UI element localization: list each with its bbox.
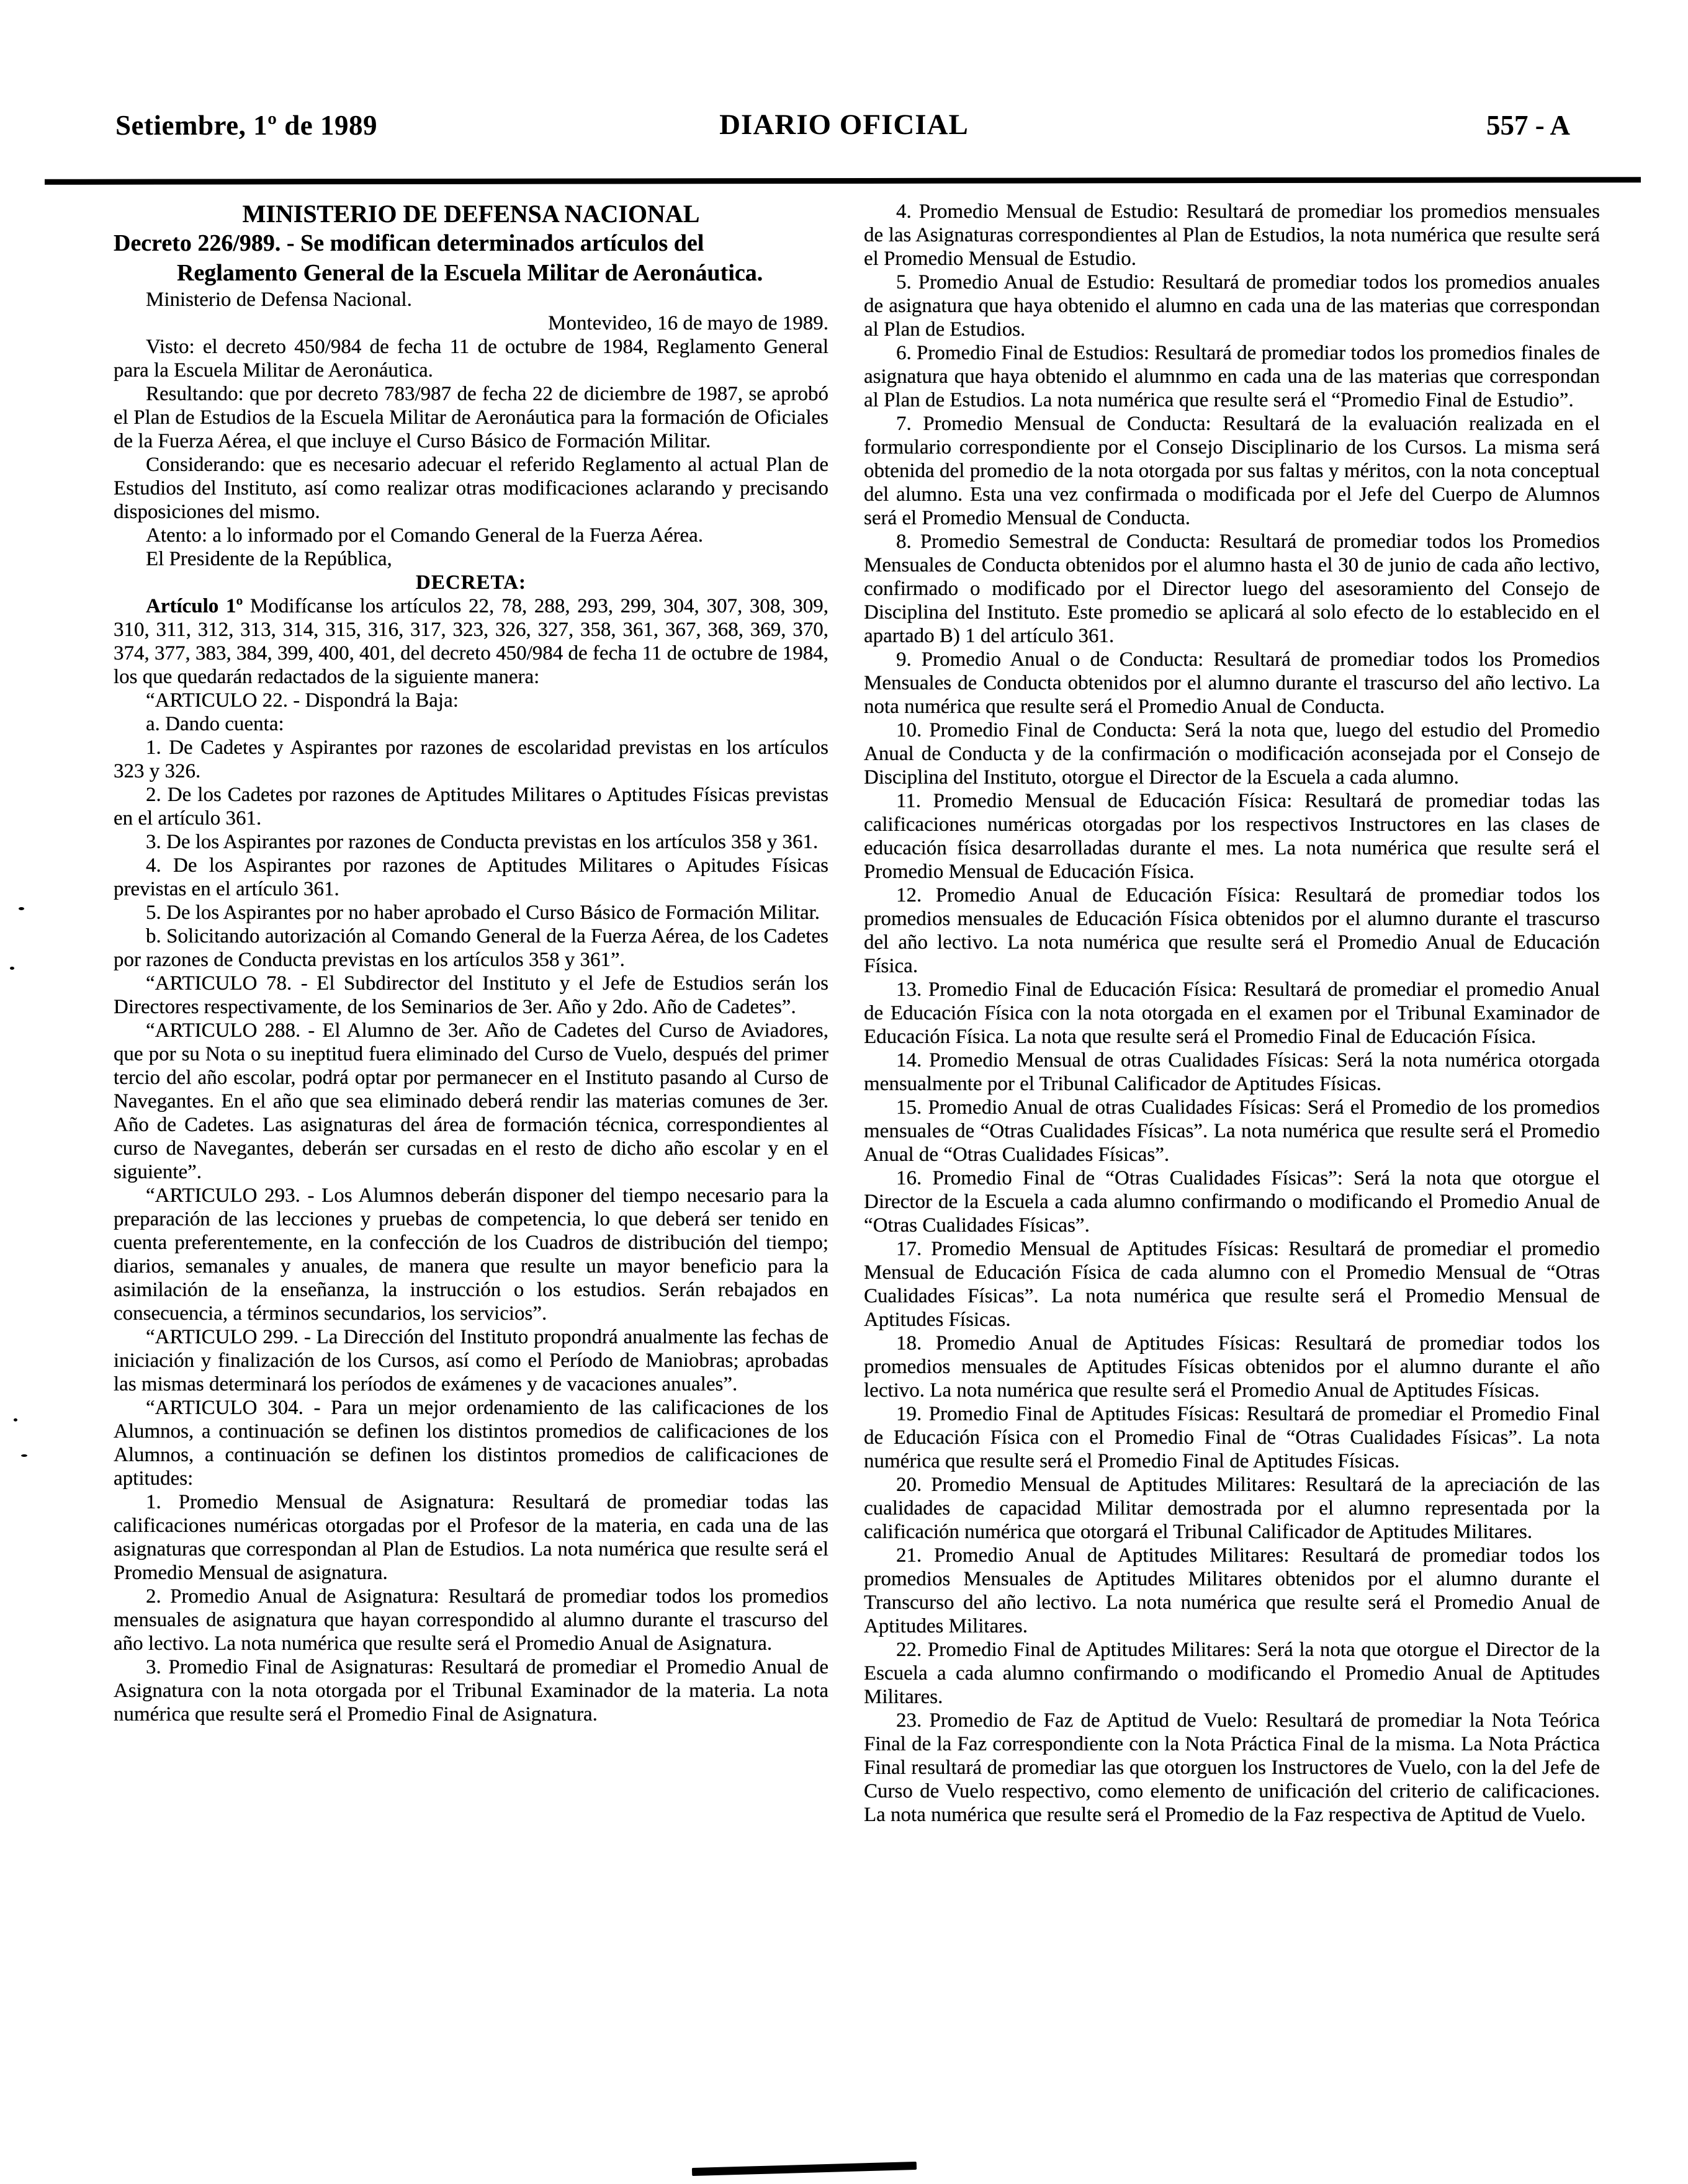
paragraph: 8. Promedio Semestral de Conducta: Resultará de promediar todos los Promedios Mensuales de Conducta obtenidos por el alumno hasta el 30 de junio de cada año lectivo, confirmado o modificado por el Director luego del asesoramiento del Consejo de Disciplina del Instituto. Este promedio se aplicará al solo efecto de lo establecido en el apartado B) 1 del artículo 361. — [864, 530, 1600, 647]
scan-speck — [14, 1418, 17, 1421]
articulo-1-text: Modifícanse los artículos 22, 78, 288, 293, 299, 304, 307, 308, 309, 310, 311, 312, 313, 314, 315, 316, 317, 323, 326, 327, 358, 361, 367, 368, 369, 370, 374, 377, 383, 384, 399, 400, 401, del decreto 450/984 de fecha 11 de octubre de 1984, los que quedarán redactados de la siguiente manera: — [114, 595, 829, 688]
paragraph: 4. De los Aspirantes por razones de Aptitudes Militares o Apitudes Físicas previstas en el artículo 361. — [114, 854, 828, 900]
paragraph: b. Solicitando autorización al Comando General de la Fuerza Aérea, de los Cadetes por razones de Conducta previstas en los artículos 358 y 361”. — [114, 925, 828, 971]
paragraph: “ARTICULO 304. - Para un mejor ordenamiento de las calificaciones de los Alumnos, a continuación se definen los distintos promedios de calificaciones de los Alumnos, a continuación se definen los distintos promedios de calificaciones de aptitudes: — [114, 1397, 828, 1490]
paragraph: 12. Promedio Anual de Educación Física: Resultará de promediar todos los promedios mensuales de Educación Física obtenidos por el alumno durante el trascurso del año lectivo. La nota numérica que resulte será el Promedio Anual de Educación Física. — [864, 884, 1600, 977]
scan-speck — [10, 967, 14, 970]
paragraph: 23. Promedio de Faz de Aptitud de Vuelo: Resultará de promediar la Nota Teórica Final de la Faz correspondiente con la Nota Práctica Final de la misma. La Nota Práctica Final resultará de promediar las que otorguen los Instructores de Vuelo, con la del Jefe de Curso de Vuelo respectivo, como elemento de unificación del criterio de calificaciones. La nota numérica que resulte será el Promedio de la Faz respectiva de Aptitud de Vuelo. — [864, 1709, 1600, 1826]
issuer-line: Ministerio de Defensa Nacional. — [146, 289, 412, 311]
paragraph: 21. Promedio Anual de Aptitudes Militares: Resultará de promediar todos los promedios Mensuales de Aptitudes Militares obtenidos por el alumno durante el Transcurso del año lectivo. La nota numérica que resulte será el Promedio Anual de Aptitudes Militares. — [864, 1544, 1600, 1637]
paragraph: 16. Promedio Final de “Otras Cualidades Físicas”: Será la nota que otorgue el Director de la Escuela a cada alumno confirmando o modificando el Promedio Anual de “Otras Cualidades Físicas”. — [864, 1167, 1600, 1237]
decree-title: Decreto 226/989. - Se modifican determinados artículos del Reglamento General de la Escuela Militar de Aeronáutica. — [114, 230, 763, 286]
paragraph: 9. Promedio Anual o de Conducta: Resultará de promediar todos los Promedios Mensuales de Conducta obtenidos por el alumno durante el trascurso del año lectivo. La nota numérica que resulte será el Promedio Anual de Conducta. — [864, 648, 1600, 718]
paragraph: 18. Promedio Anual de Aptitudes Físicas: Resultará de promediar todos los promedios mensuales de Aptitudes Físicas obtenidos por el alumno durante el año lectivo. La nota numérica que resulte será el Promedio Anual de Aptitudes Físicas. — [864, 1332, 1600, 1402]
decreta-heading: DECRETA: — [416, 571, 526, 594]
paragraph: 5. De los Aspirantes por no haber aprobado el Curso Básico de Formación Militar. — [146, 902, 820, 924]
paragraph: 19. Promedio Final de Aptitudes Físicas: Resultará de promediar el Promedio Final de Educación Física con el Promedio Final de “Otras Cualidades Físicas”. La nota numérica que resulte será el Promedio Final de Aptitudes Físicas. — [864, 1403, 1600, 1472]
paragraph: 2. De los Cadetes por razones de Aptitudes Militares o Aptitudes Físicas previstas en el artículo 361. — [114, 784, 828, 830]
paragraph: 7. Promedio Mensual de Conducta: Resultará de la evaluación realizada en el formulario correspondiente por el Consejo Disciplinario de los Cursos. La misma será obtenida del promedio de la nota otorgada por sus faltas y méritos, con la nota conceptual del alumno. Esta una vez confirmada o modificada por el Jefe del Cuerpo de Alumnos será el Promedio Mensual de Conducta. — [864, 413, 1600, 529]
paragraph: “ARTICULO 78. - El Subdirector del Instituto y el Jefe de Estudios serán los Directores respectivamente, de los Seminarios de 3er. Año y 2do. Año de Cadetes”. — [114, 972, 828, 1018]
paragraph: 2. Promedio Anual de Asignatura: Resultará de promediar todos los promedios mensuales de asignatura que hayan correspondido al alumno durante el trascurso del año lectivo. La nota numérica que resulte será el Promedio Anual de Asignatura. — [114, 1585, 828, 1655]
recital-resultando: Resultando: que por decreto 783/987 de fecha 22 de diciembre de 1987, se aprobó el Plan de Estudios de la Escuela Militar de Aeronáutica para la formación de Oficiales de la Fuerza Aérea, el que incluye el Curso Básico de Formación Militar. — [114, 383, 828, 452]
scan-ink-smudge — [692, 2162, 917, 2176]
recital-considerando: Considerando: que es necesario adecuar el referido Reglamento al actual Plan de Estudios del Instituto, así como realizar otras modificaciones aclarando y precisando disposiciones del mismo. — [114, 454, 828, 523]
paragraph: 6. Promedio Final de Estudios: Resultará de promediar todos los promedios finales de asignatura que haya obtenido el alumnmo en cada una de las materias que correspondan al Plan de Estudios. La nota numérica que resulte será el “Promedio Final de Estudio”. — [864, 342, 1600, 411]
paragraph: 4. Promedio Mensual de Estudio: Resultará de promediar los promedios mensuales de las Asignaturas correspondientes al Plan de Estudios, la nota numérica que resulte será el Promedio Mensual de Estudio. — [864, 200, 1600, 270]
recital-visto: Visto: el decreto 450/984 de fecha 11 de octubre de 1984, Reglamento General para la Escuela Militar de Aeronáutica. — [114, 336, 828, 382]
paragraph: 5. Promedio Anual de Estudio: Resultará de promediar todos los promedios anuales de asignatura que haya obtenido el alumno en cada una de las materias que correspondan al Plan de Estudios. — [864, 271, 1600, 341]
masthead-title: DIARIO OFICIAL — [719, 109, 969, 141]
paragraph: “ARTICULO 22. - Dispondrá la Baja: — [146, 689, 459, 712]
scan-speck — [21, 1454, 27, 1457]
paragraph: “ARTICULO 293. - Los Alumnos deberán disponer del tiempo necesario para la preparación de las lecciones y pruebas de competencia, lo que deberá ser tenido en cuenta preferentemente, en la confección de los Cuadros de distribución del tiempo; diarios, semanales y anuales, de manera que resulte un mayor beneficio para la asimilación de la enseñanza, la instrucción o los estudios. Serán rebajados en consecuencia, a términos secundarios, los servicios”. — [114, 1184, 828, 1325]
paragraph: 15. Promedio Anual de otras Cualidades Físicas: Será el Promedio de los promedios mensuales de “Otras Cualidades Físicas”. La nota numérica que resulte será el Promedio Anual de “Otras Cualidades Físicas”. — [864, 1096, 1600, 1166]
paragraph: 1. De Cadetes y Aspirantes por razones de escolaridad previstas en los artículos 323 y 326. — [114, 736, 828, 782]
paragraph: 17. Promedio Mensual de Aptitudes Físicas: Resultará de promediar el promedio Mensual de Educación Física de cada alumno con el Promedio Mensual de “Otras Cualidades Físicas”. La nota numérica que resulte será el Promedio Mensual de Aptitudes Físicas. — [864, 1238, 1600, 1331]
paragraph: “ARTICULO 299. - La Dirección del Instituto propondrá anualmente las fechas de iniciación y finalización de los Cursos, así como el Período de Maniobras; aprobadas las mismas determinará los períodos de exámenes y de vacaciones anuales”. — [114, 1326, 828, 1395]
paragraph: “ARTICULO 288. - El Alumno de 3er. Año de Cadetes del Curso de Aviadores, que por su Nota o su ineptitud fuera eliminado del Curso de Vuelo, después del primer tercio del año escolar, podrá optar por permanecer en el Instituto pasando al Curso de Navegantes. En el año que sea eliminado deberá rendir las materias comunes de 3er. Año de Cadetes. Las asignaturas del área de formación técnica, correspondientes al curso de Navegantes, deberán ser cursadas en el resto de dicho año escolar y en el siguiente”. — [114, 1019, 828, 1183]
issue-date: Setiembre, 1º de 1989 — [115, 110, 377, 141]
left-column — [114, 200, 828, 1726]
paragraph: 11. Promedio Mensual de Educación Física: Resultará de promediar todas las calificaciones numéricas otorgadas por los respectivos Instructores en las clases de educación física desarrolladas durante el mes. La nota numérica que resulte será el Promedio Mensual de Educación Física. — [864, 790, 1600, 883]
paragraph: 13. Promedio Final de Educación Física: Resultará de promediar el promedio Anual de Educación Física con la nota otorgada en el examen por el Tribunal Examinador de Educación Física. La nota que resulte será el Promedio Final de Educación Física. — [864, 978, 1600, 1048]
header-rule — [45, 177, 1641, 185]
paragraph: 1. Promedio Mensual de Asignatura: Resultará de promediar todas las calificaciones numéricas otorgadas por el Profesor de la materia, en cada una de las asignaturas que correspondan al Plan de Estudios. La nota numérica que resulte será el Promedio Mensual de asignatura. — [114, 1491, 828, 1584]
paragraph: 3. Promedio Final de Asignaturas: Resultará de promediar el Promedio Anual de Asignatura con la nota otorgada por el Tribunal Examinador de la materia. La nota numérica que resulte será el Promedio Final de Asignatura. — [114, 1656, 828, 1725]
paragraph: 14. Promedio Mensual de otras Cualidades Físicas: Será la nota numérica otorgada mensualmente por el Tribunal Calificador de Aptitudes Físicas. — [864, 1049, 1600, 1095]
articulo-1-lead: Artículo 1º — [146, 595, 243, 617]
paragraph: a. Dando cuenta: — [146, 713, 284, 735]
ministry-heading: MINISTERIO DE DEFENSA NACIONAL — [242, 200, 700, 228]
articulo-1-paragraph — [114, 594, 828, 689]
page-number: 557 - A — [1486, 110, 1570, 141]
right-column — [864, 200, 1600, 1827]
paragraph: 22. Promedio Final de Aptitudes Militares: Será la nota que otorgue el Director de la Escuela a cada alumno confirmando o modificando el Promedio Anual de Aptitudes Militares. — [864, 1639, 1600, 1708]
recital-atento: Atento: a lo informado por el Comando General de la Fuerza Aérea. — [146, 524, 704, 547]
dateline: Montevideo, 16 de mayo de 1989. — [548, 312, 828, 334]
paragraph: 20. Promedio Mensual de Aptitudes Militares: Resultará de la apreciación de las cualidades de capacidad Militar demostrada por el alumno representada por la calificación numérica que otorgará el Tribunal Calificador de Aptitudes Militares. — [864, 1474, 1600, 1543]
scan-speck — [19, 907, 24, 910]
paragraph: 10. Promedio Final de Conducta: Será la nota que, luego del estudio del Promedio Anual de Conducta y de la confirmación o modificación aconsejada por el Consejo de Disciplina del Instituto, otorgue el Director de la Escuela a cada alumno. — [864, 719, 1600, 789]
paragraph: 3. De los Aspirantes por razones de Conducta previstas en los artículos 358 y 361. — [146, 831, 819, 853]
recital-presidente: El Presidente de la República, — [146, 548, 392, 570]
